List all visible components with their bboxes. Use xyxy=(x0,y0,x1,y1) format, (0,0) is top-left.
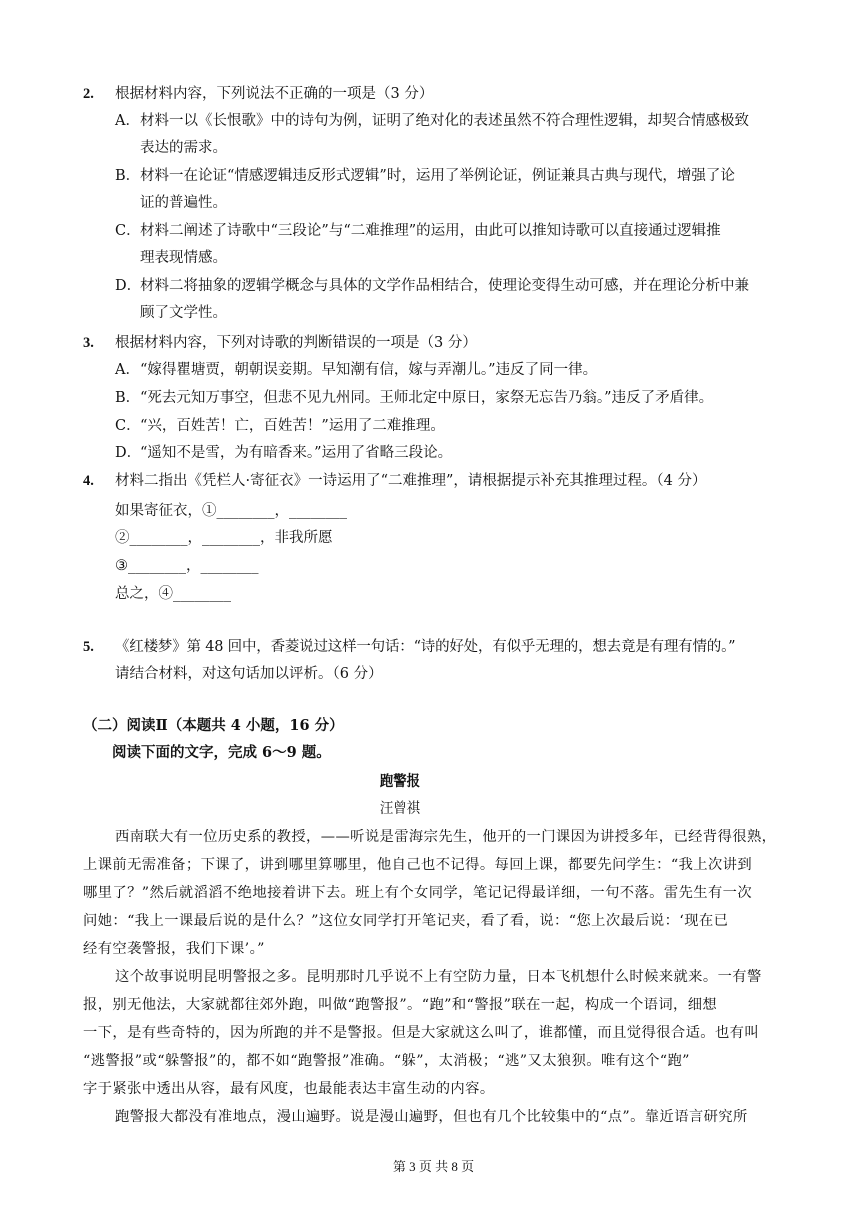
passage-line-3: 哪里了？”然后就滔滔不绝地接着讲下去。班上有个女同学，笔记记得最详细，一句不落。雷先生有一次 xyxy=(83,885,753,901)
q2-option-c-line1: 材料二阐述了诗歌中“三段论”与“二难推理”的运用，由此可以推知诗歌可以直接通过逻辑推 xyxy=(140,223,721,239)
passage-line-5: 经有空袭警报，我们下课’。” xyxy=(83,941,265,957)
passage-line-2: 上课前无需准备；下课了，讲到哪里算哪里，他自己也不记得。每回上课，都要先问学生：“我上次讲到 xyxy=(83,857,753,873)
passage-line-6: 这个故事说明昆明警报之多。昆明那时几乎说不上有空防力量，日本飞机想什么时候来就来。一有警 xyxy=(115,969,762,985)
q2-option-b-letter: B． xyxy=(115,168,141,184)
q3-option-d-text: “遥知不是雪，为有暗香来。”运用了省略三段论。 xyxy=(140,445,453,461)
passage-line-4: 问她：“我上一课最后说的是什么？”这位女同学打开笔记夹，看了看，说：“您上次最后说：‘现在已 xyxy=(83,913,729,929)
q4-line-1: 如果寄征衣，①________，________ xyxy=(115,503,347,519)
passage-line-7: 报，别无他法，大家就都往郊外跑，叫做“跑警报”。“跑”和“警报”联在一起，构成一个语词，细想 xyxy=(83,997,718,1013)
q2-option-b-line1: 材料一在论证“情感逻辑违反形式逻辑”时，运用了举例论证，例证兼具古典与现代，增强了论 xyxy=(140,168,735,184)
q2-number: 2. xyxy=(83,86,94,102)
q4-number: 4. xyxy=(83,473,94,489)
q3-option-a-letter: A． xyxy=(115,362,140,378)
q4-stem: 材料二指出《凭栏人·寄征衣》一诗运用了“二难推理”，请根据提示补充其推理过程。（4 分） xyxy=(115,473,707,489)
q5-line1: 《红楼梦》第 48 回中，香菱说过这样一句话：“诗的好处，有似乎无理的，想去竟是有理有情的。” xyxy=(115,639,736,655)
q2-option-b-line2: 证的普遍性。 xyxy=(140,195,227,211)
q3-stem: 根据材料内容，下列对诗歌的判断错误的一项是（3 分） xyxy=(115,335,477,351)
q2-option-d-line2: 顾了文学性。 xyxy=(140,305,227,321)
q2-option-c-line2: 理表现情感。 xyxy=(140,250,227,266)
q3-number: 3. xyxy=(83,335,94,351)
q3-option-b-text: “死去元知万事空，但悲不见九州同。王师北定中原日，家祭无忘告乃翁。”违反了矛盾律。 xyxy=(140,390,714,406)
section-instruction: 阅读下面的文字，完成 6～9 题。 xyxy=(112,744,331,761)
passage-author: 汪曾祺 xyxy=(379,801,421,817)
passage-title: 跑警报 xyxy=(379,773,421,790)
q2-option-a-line1: 材料一以《长恨歌》中的诗句为例，证明了绝对化的表述虽然不符合理性逻辑，却契合情感极致 xyxy=(140,113,749,129)
q5-number: 5. xyxy=(83,639,94,655)
passage-line-11: 跑警报大都没有准地点，漫山遍野。说是漫山遍野，但也有几个比较集中的“点”。靠近语言研究所 xyxy=(115,1109,748,1125)
q3-option-b-letter: B． xyxy=(115,390,141,406)
section-heading: （二）阅读Ⅱ（本题共 4 小题，16 分） xyxy=(83,717,344,734)
q3-option-c-letter: C． xyxy=(115,418,141,434)
q3-option-a-text: “嫁得瞿塘贾，朝朝误妾期。早知潮有信，嫁与弄潮儿。”违反了同一律。 xyxy=(140,362,598,378)
q4-line-4: 总之，④________ xyxy=(115,586,231,602)
q2-option-a-letter: A． xyxy=(115,113,140,129)
q2-stem: 根据材料内容，下列说法不正确的一项是（3 分） xyxy=(115,86,434,102)
passage-line-8: 一下，是有些奇特的，因为所跑的并不是警报。但是大家就这么叫了，谁都懂，而且觉得很合适。也有叫 xyxy=(83,1025,760,1041)
q4-line-2: ②________，________，非我所愿 xyxy=(115,530,333,546)
passage-line-9: “逃警报”或“躲警报”的，都不如“跑警报”准确。“躲”，太消极；“逃”又太狼狈。唯有这个“跑” xyxy=(83,1053,690,1069)
q4-line-3: ③________，________ xyxy=(115,558,259,574)
q2-option-c-letter: C． xyxy=(115,223,141,239)
q3-option-d-letter: D． xyxy=(115,445,142,461)
q3-option-c-text: “兴，百姓苦！亡，百姓苦！”运用了二难推理。 xyxy=(140,418,445,434)
passage-line-1: 西南联大有一位历史系的教授，——听说是雷海宗先生，他开的一门课因为讲授多年，已经背得很熟， xyxy=(115,829,777,845)
q2-option-d-letter: D． xyxy=(115,278,142,294)
q2-option-d-line1: 材料二将抽象的逻辑学概念与具体的文学作品相结合，使理论变得生动可感，并在理论分析中兼 xyxy=(140,278,749,294)
q5-line2: 请结合材料，对这句话加以评析。（6 分） xyxy=(115,666,383,682)
passage-line-10: 字于紧张中透出从容，最有风度，也最能表达丰富生动的内容。 xyxy=(83,1081,495,1097)
page-footer: 第 3 页 共 8 页 xyxy=(392,1159,475,1174)
q2-option-a-line2: 表达的需求。 xyxy=(140,140,227,156)
